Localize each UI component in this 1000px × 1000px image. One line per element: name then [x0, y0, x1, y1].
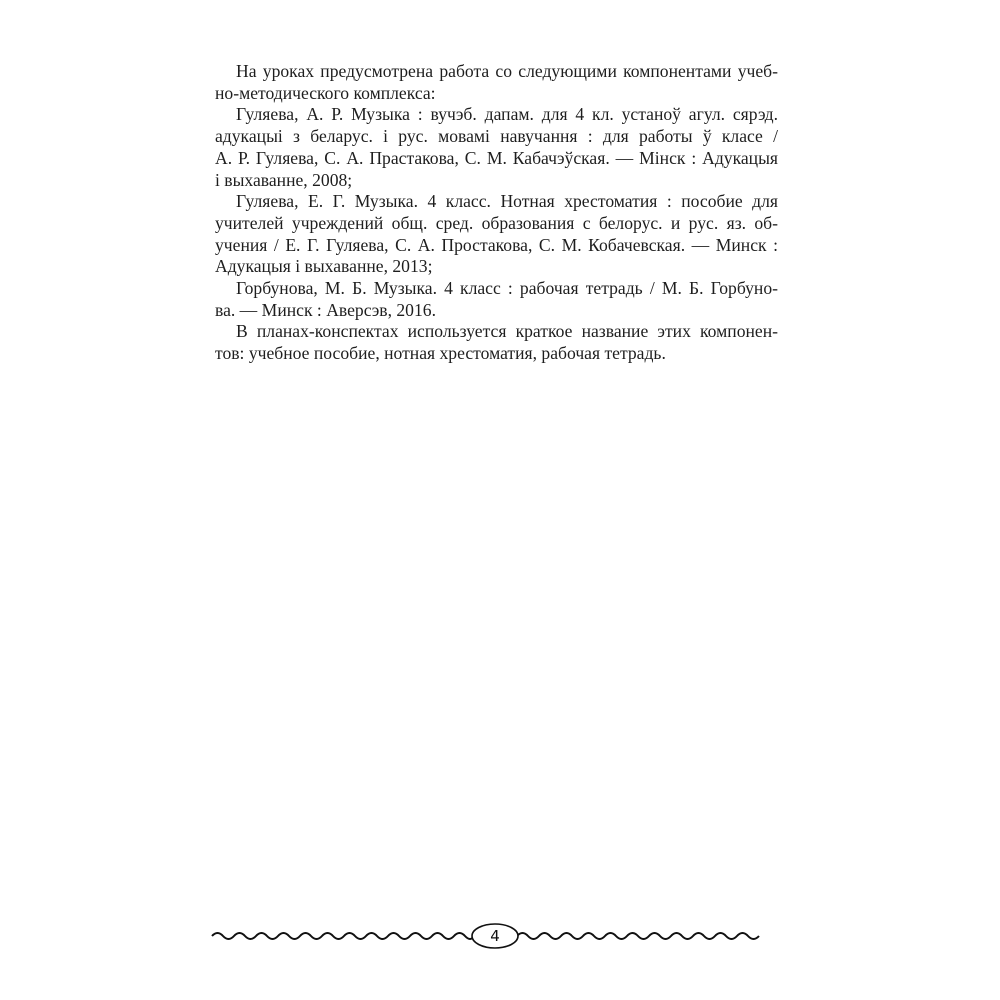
text-line: Гуляева, Е. Г. Музыка. 4 класс. Нотная хрестоматия : пособие для — [236, 191, 778, 212]
text-line: Горбунова, М. Б. Музыка. 4 класс : рабочая тетрадь / М. Б. Горбуно- — [236, 278, 778, 299]
text-line: Гуляева, А. Р. Музыка : вучэб. дапам. для 4 кл. устаноў агул. сярэд. — [236, 104, 778, 125]
text-line: учителей учреждений общ. сред. образования с белорус. и рус. яз. об- — [215, 212, 778, 233]
text-line: тов: учебное пособие, нотная хрестоматия, рабочая тетрадь. — [215, 343, 666, 364]
text-line: ва. — Минск : Аверсэв, 2016. — [215, 299, 436, 320]
text-line: На уроках предусмотрена работа со следующими компонентами учеб- — [236, 61, 778, 81]
text-line: адукацыі з беларус. і рус. мовамі навучання : для работы ў класе / — [215, 126, 778, 147]
page-footer — [210, 918, 776, 954]
text-line: учения / Е. Г. Гуляева, С. А. Простакова, С. М. Кобачевская. — Минск : — [215, 234, 778, 255]
text-line: і выхаванне, 2008; — [215, 169, 353, 190]
short-names-paragraph — [215, 321, 778, 364]
reference-note-anthology — [215, 191, 778, 278]
reference-workbook — [215, 278, 778, 321]
reference-belarusian-textbook — [215, 104, 778, 191]
page-body — [215, 61, 778, 365]
text-line: А. Р. Гуляева, С. А. Прастакова, С. М. Кабачэўская. — Мінск : Адукацыя — [215, 147, 778, 168]
intro-paragraph — [215, 61, 778, 104]
text-line: Адукацыя і выхаванне, 2013; — [215, 256, 433, 277]
page-number: 4 — [490, 927, 500, 945]
text-line: В планах-конспектах используется краткое название этих компонен- — [236, 321, 778, 342]
text-line: но-методического комплекса: — [215, 82, 436, 103]
